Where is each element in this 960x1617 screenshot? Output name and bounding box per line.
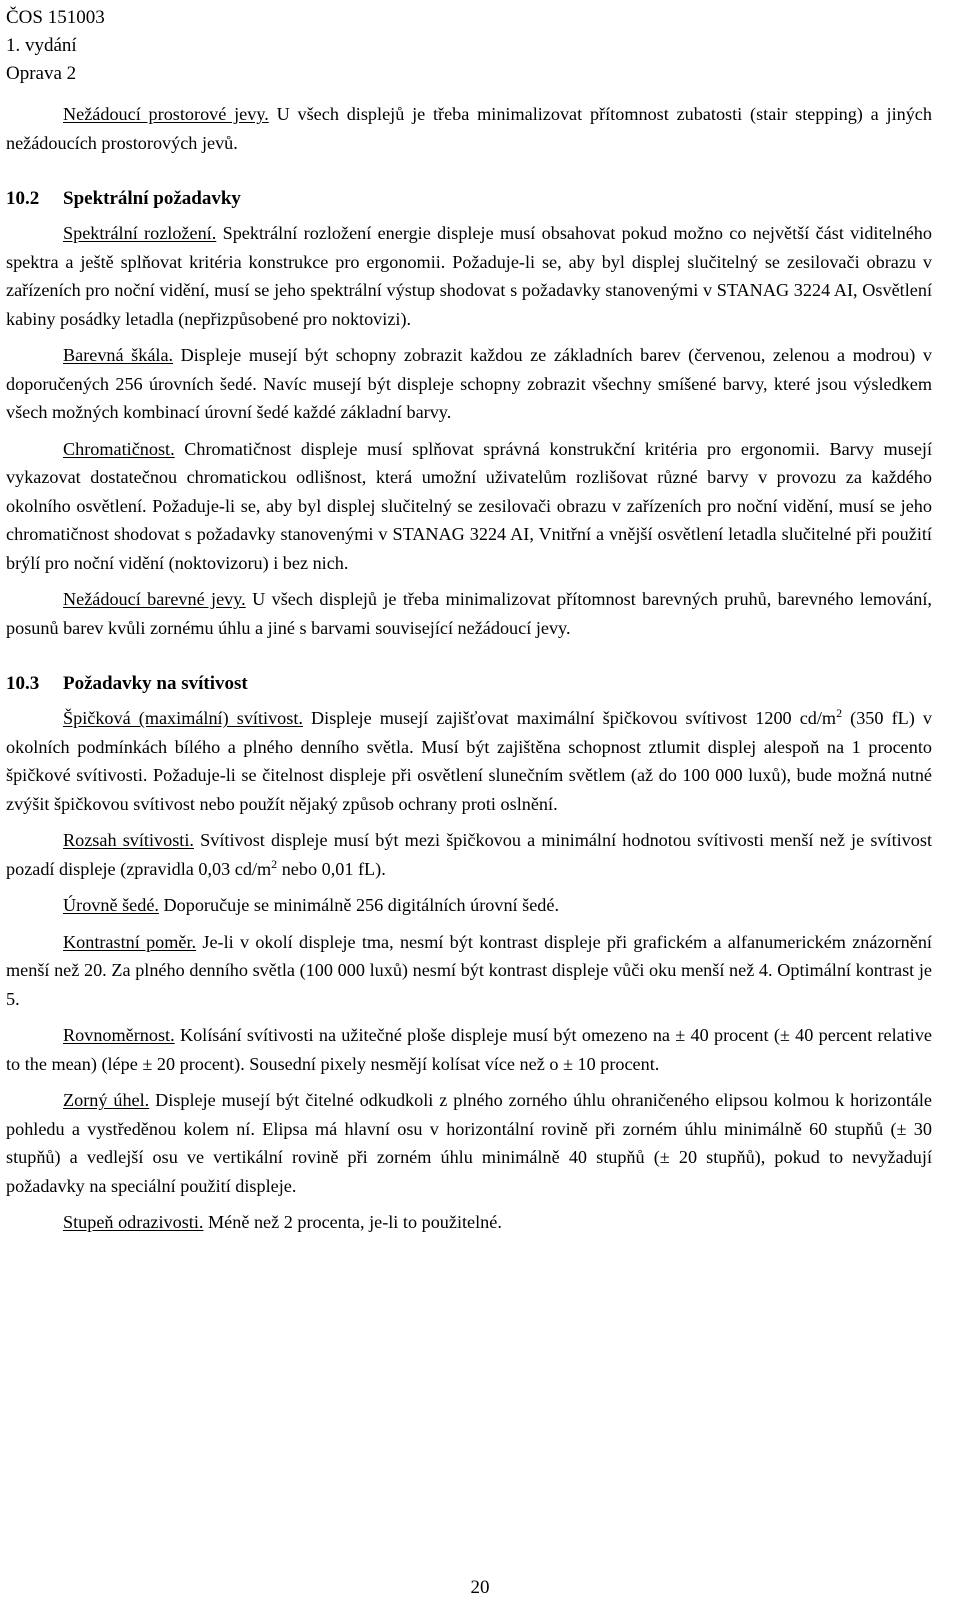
paragraph-text: Chromatičnost displeje musí splňovat správná konstrukční kritéria pro ergonomii. Barvy musejí vykazovat dostatečnou chromatickou odlišnost, která umožní uživatelům rozlišovat různé barvy v provozu za každého okolního osvětlení. Požaduje-li se, aby byl displej slučitelný se zesilovači obrazu v zařízeních pro noční vidění, musí se jeho chromatičnost shodovat s požadavky stanovenými v STANAG 3224 AI, Vnitřní a vnější osvětlení letadla slučitelné při použití brýlí pro noční vidění (noktovizoru) i bez nich. bbox=[6, 438, 932, 573]
section-heading-10-2 bbox=[6, 185, 932, 213]
paragraph-term: Rozsah svítivosti. bbox=[63, 830, 194, 850]
paragraph-term: Stupeň odrazivosti. bbox=[63, 1212, 204, 1232]
paragraph-term: Nežádoucí prostorové jevy. bbox=[63, 104, 269, 124]
paragraph-luminance-range bbox=[6, 826, 932, 883]
paragraph-term: Rovnoměrnost. bbox=[63, 1025, 175, 1045]
paragraph-contrast-ratio bbox=[6, 928, 932, 1014]
paragraph-term: Špičková (maximální) svítivost. bbox=[63, 708, 303, 728]
paragraph-chromaticity bbox=[6, 435, 932, 578]
paragraph-text: Kolísání svítivosti na užitečné ploše displeje musí být omezeno na ± 40 procent (± 40 percent relative to the mean) (lépe ± 20 procent). Sousední pixely nesmějí kolísat více než o ± 10 procent. bbox=[6, 1025, 932, 1074]
section-number: 10.2 bbox=[6, 188, 40, 209]
superscript: 2 bbox=[271, 856, 278, 871]
section-title: Spektrální požadavky bbox=[63, 188, 241, 209]
paragraph-text: U všech displejů je třeba minimalizovat přítomnost zubatosti (stair stepping) a jiných nežádoucích prostorových jevů. bbox=[6, 104, 932, 153]
paragraph-text: Displeje musejí zajišťovat maximální špičkovou svítivost 1200 cd/m bbox=[302, 708, 837, 728]
paragraph-spectral-distribution bbox=[6, 219, 932, 333]
paragraph-term: Barevná škála. bbox=[63, 345, 174, 365]
amendment-label: Oprava 2 bbox=[6, 63, 77, 84]
paragraph-color-artifacts bbox=[6, 585, 932, 642]
document-body bbox=[6, 100, 932, 1237]
paragraph-term: Nežádoucí barevné jevy. bbox=[63, 589, 246, 609]
paragraph-text: nebo 0,01 fL). bbox=[277, 858, 386, 879]
paragraph-term: Zorný úhel. bbox=[63, 1090, 150, 1110]
paragraph-uniformity bbox=[6, 1021, 932, 1078]
paragraph-text: (350 fL) v okolních podmínkách bílého a plného denního světla. Musí být zajištěna schopnost ztlumit displej alespoň na 1 procento špičkové svítivosti. Požaduje-li se čitelnost displeje při osvětlení slunečním světlem (až do 100 000 luxů), bude možná nutné zvýšit špičkovou svítivost nebo použít nějaký způsob ochrany proti oslnění. bbox=[6, 708, 932, 814]
paragraph-peak-luminance bbox=[6, 704, 932, 818]
page-number: 20 bbox=[470, 1577, 490, 1598]
section-number: 10.3 bbox=[6, 673, 40, 694]
document-header bbox=[6, 4, 105, 88]
superscript: 2 bbox=[836, 706, 843, 720]
paragraph-gray-levels bbox=[6, 891, 932, 920]
standard-number: ČOS 151003 bbox=[6, 7, 105, 28]
paragraph-term: Chromatičnost. bbox=[63, 438, 175, 459]
paragraph-text: Méně než 2 procenta, je-li to použitelné. bbox=[203, 1212, 502, 1232]
section-title: Požadavky na svítivost bbox=[63, 673, 248, 694]
paragraph-term: Kontrastní poměr. bbox=[63, 931, 197, 952]
paragraph-text: Svítivost displeje musí být mezi špičkovou a minimální hodnotou svítivosti menší než je svítivost pozadí displeje (zpravidla 0,03 cd/m bbox=[6, 830, 933, 879]
section-heading-10-3 bbox=[6, 670, 932, 698]
paragraph-text: U všech displejů je třeba minimalizovat přítomnost barevných pruhů, barevného lemování, posunů barev kvůli zornému úhlu a jiné s barvami související nežádoucí jevy. bbox=[6, 589, 932, 638]
paragraph-text: Spektrální rozložení energie displeje musí obsahovat pokud možno co největší část viditelného spektra a ještě splňovat kritéria konstrukce pro ergonomii. Požaduje-li se, aby byl displej slučitelný se zesilovači obrazu v zařízeních pro noční vidění, musí se jeho spektrální výstup shodovat s požadavky stanovenými v STANAG 3224 AI, Osvětlení kabiny posádky letadla (nepřizpůsobené pro noktovizi). bbox=[6, 223, 932, 329]
paragraph-term: Úrovně šedé. bbox=[63, 895, 159, 915]
paragraph-text: Doporučuje se minimálně 256 digitálních úrovní šedé. bbox=[158, 895, 560, 915]
paragraph-text: Displeje musejí být čitelné odkudkoli z plného zorného úhlu ohraničeného elipsou kolmou k horizontále pohledu a vystředěnou kolem ní. Elipsa má hlavní osu v horizontální rovině při zorném úhlu minimálně 60 stupňů (± 30 stupňů) a vedlejší osu ve vertikální rovině při zorném úhlu minimálně 40 stupňů (± 20 stupňů), pokud to nevyžadují požadavky na speciální použití displeje. bbox=[6, 1090, 932, 1196]
paragraph-text: Je-li v okolí displeje tma, nesmí být kontrast displeje při grafickém a alfanumerickém znázornění menší než 20. Za plného denního světla (100 000 luxů) nesmí být kontrast displeje vůči oku menší než 4. Optimální kontrast je 5. bbox=[6, 931, 932, 1009]
edition-label: 1. vydání bbox=[6, 35, 77, 56]
paragraph-term: Spektrální rozložení. bbox=[63, 223, 217, 243]
intro-paragraph bbox=[6, 100, 932, 157]
paragraph-color-gamut bbox=[6, 341, 932, 427]
paragraph-reflectance bbox=[6, 1208, 932, 1237]
paragraph-viewing-angle bbox=[6, 1086, 932, 1200]
paragraph-text: Displeje musejí být schopny zobrazit každou ze základních barev (červenou, zelenou a modrou) v doporučených 256 úrovních šedé. Navíc musejí být displeje schopny zobrazit všechny smíšené barvy, které jsou výsledkem všech možných kombinací úrovní šedé každé základní barvy. bbox=[6, 345, 932, 422]
